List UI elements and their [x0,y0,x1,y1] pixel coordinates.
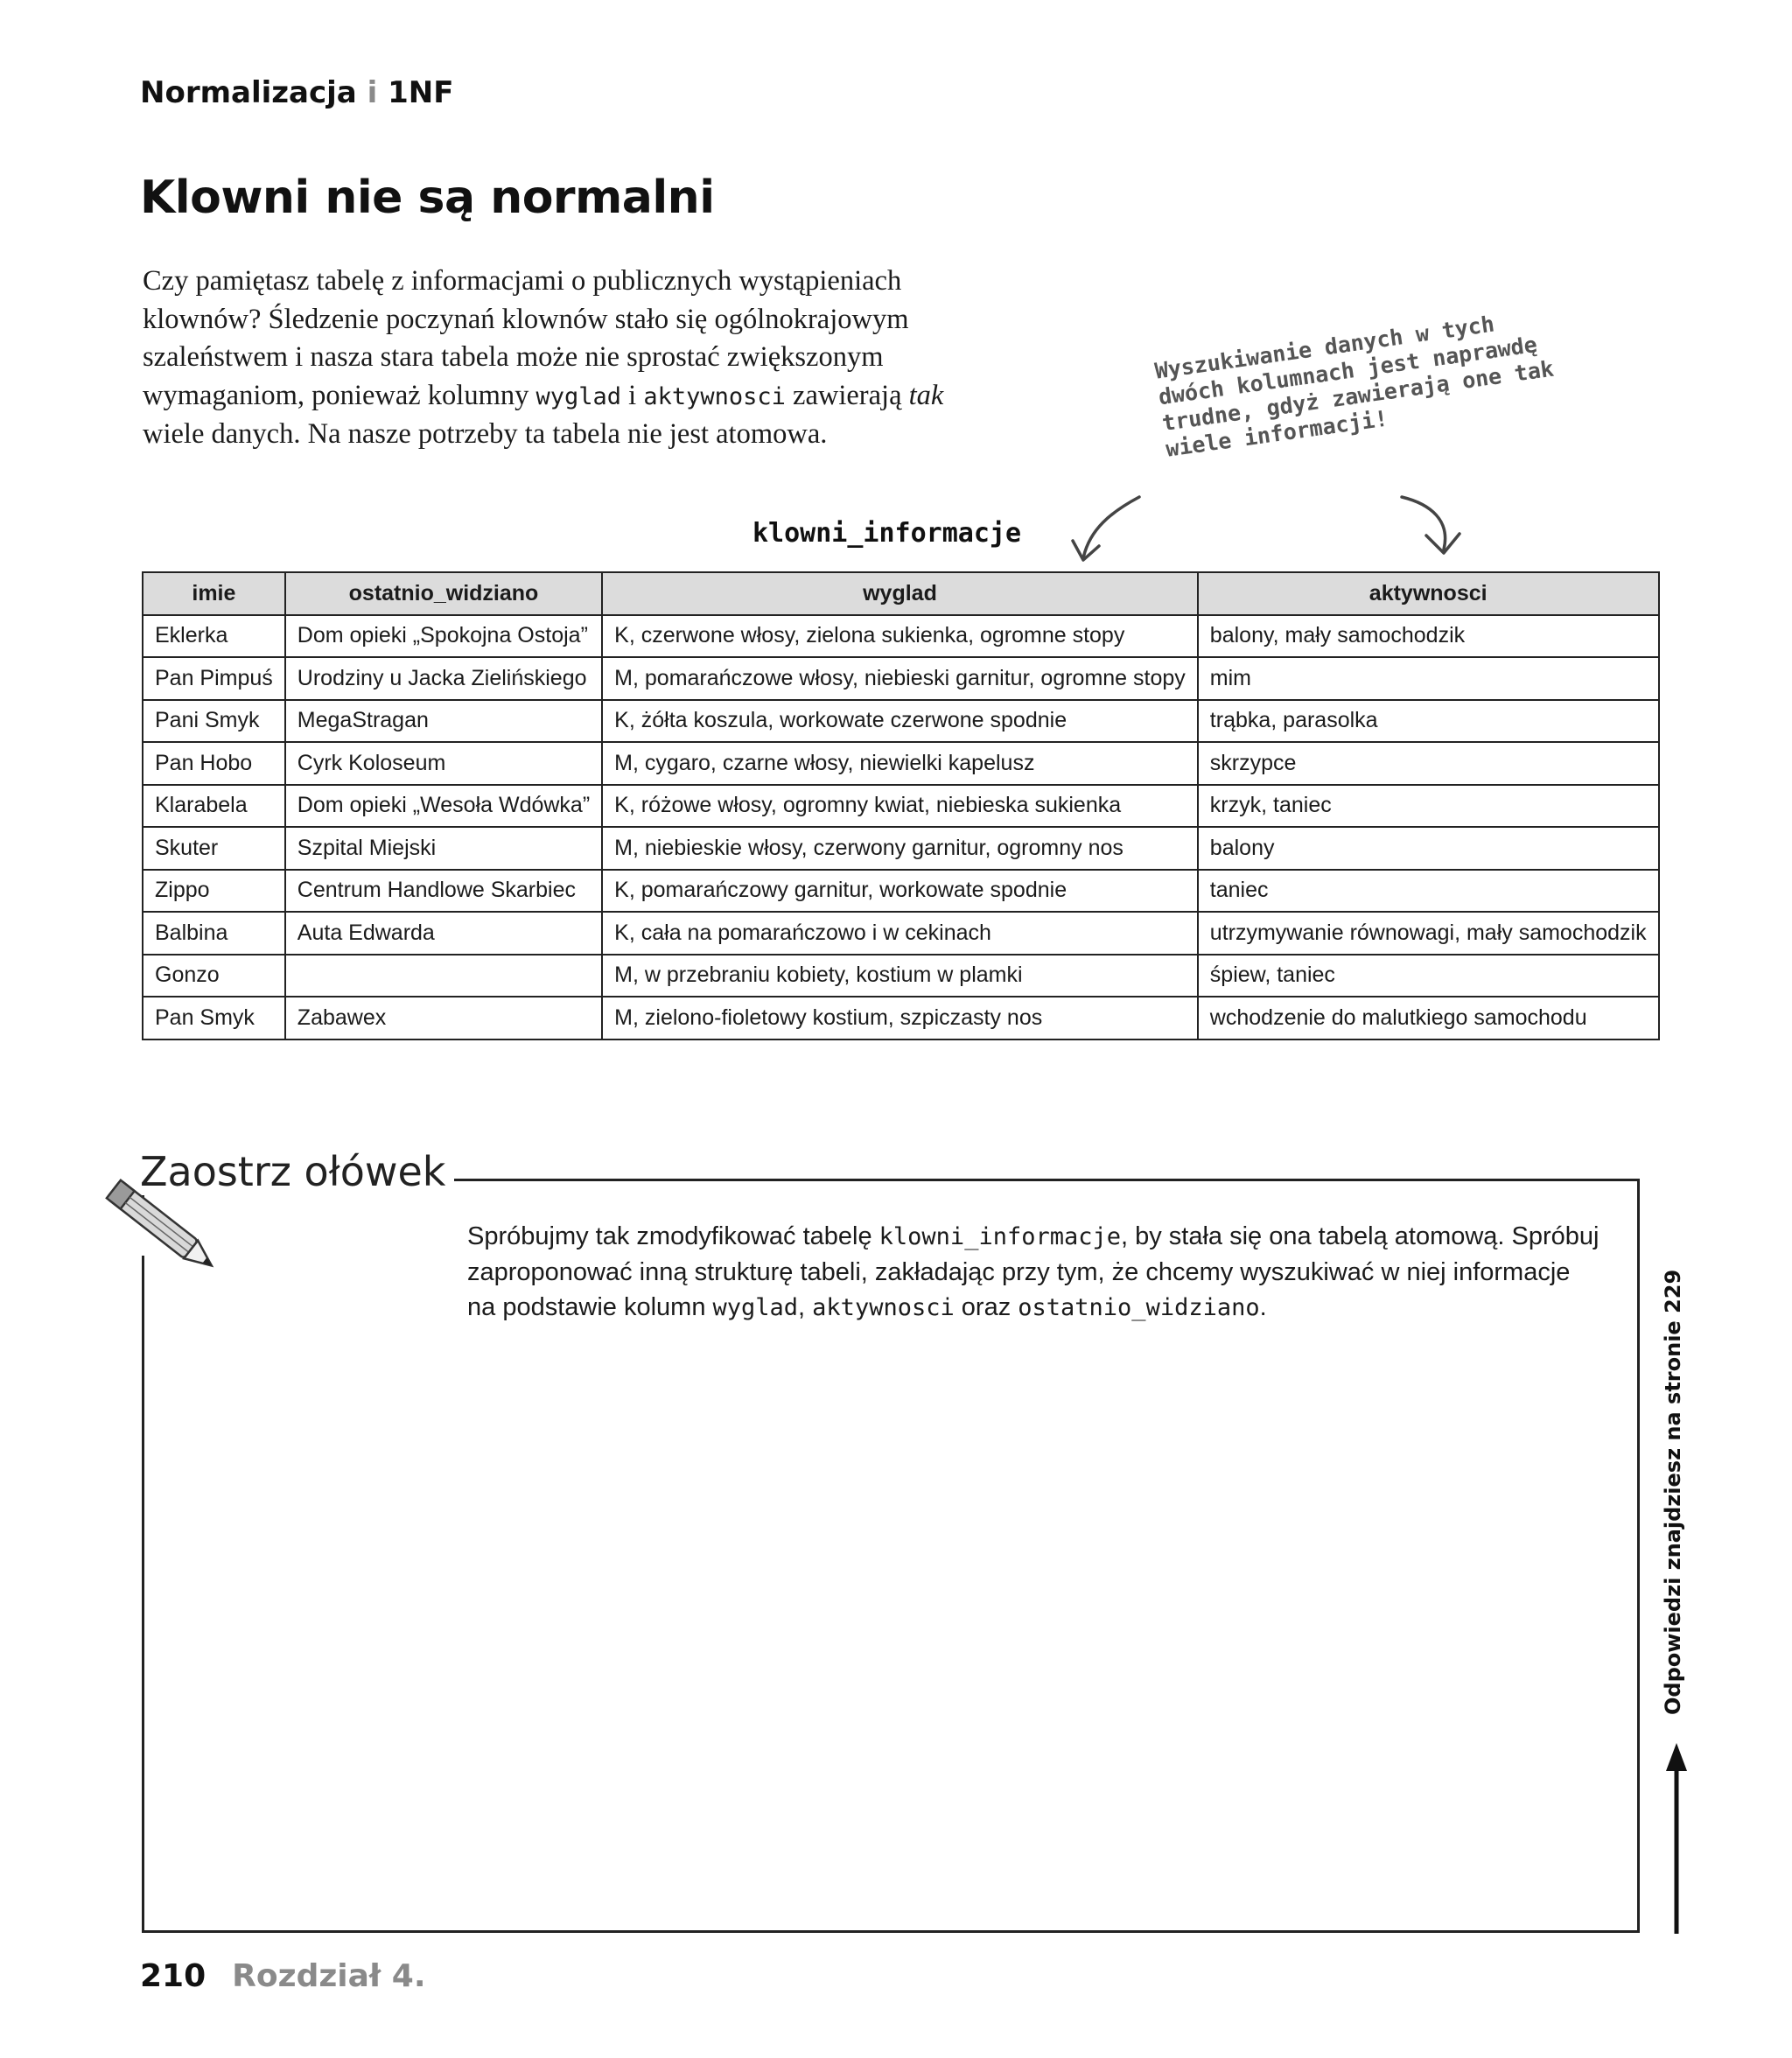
cell-wyglad: K, cała na pomarańczowo i w cekinach [602,912,1198,955]
cell-aktywnosci: skrzypce [1198,742,1659,785]
cell-imie: Klarabela [143,785,285,828]
curved-arrow-icon [1041,472,1488,569]
table-row [143,700,1659,743]
cell-ostatnio-widziano: Urodziny u Jacka Zielińskiego [285,657,602,700]
exercise-heading: Zaostrz ołówek [140,1148,454,1195]
cell-wyglad: M, zielono-fioletowy kostium, szpiczasty nos [602,997,1198,1040]
table-row [143,912,1659,955]
table-row [143,870,1659,913]
cell-wyglad: M, w przebraniu kobiety, kostium w plamki [602,955,1198,998]
exercise-text-4: oraz [954,1293,1018,1321]
cell-imie: Pani Smyk [143,700,285,743]
cell-wyglad: K, różowe włosy, ogromny kwiat, niebieska sukienka [602,785,1198,828]
intro-code-wyglad: wyglad [536,382,622,410]
intro-emphasis: tak [908,379,944,411]
handwritten-annotation: Wyszukiwanie danych w tych dwóch kolumnach jest naprawdę trudne, gdyż zawierają one tak wiele informacji! [1153,311,1556,462]
table-row [143,997,1659,1040]
page-title: Klowni nie są normalni [140,172,715,224]
exercise-text-1: Spróbujmy tak zmodyfikować tabelę [467,1222,879,1250]
column-header: ostatnio_widziano [285,572,602,615]
cell-wyglad: M, cygaro, czarne włosy, niewielki kapelusz [602,742,1198,785]
page-number: 210 [140,1958,206,1994]
cell-ostatnio-widziano: Zabawex [285,997,602,1040]
intro-code-aktywnosci: aktywnosci [643,382,786,410]
cell-imie: Balbina [143,912,285,955]
header-separator: i [367,75,378,110]
exercise-instructions [467,1219,1605,1326]
intro-text-2: zawierają [785,379,909,411]
cell-aktywnosci: balony [1198,827,1659,870]
cell-aktywnosci: trąbka, parasolka [1198,700,1659,743]
exercise-text-5: . [1259,1293,1267,1321]
table-name: klowni_informacje [752,518,1022,549]
cell-wyglad: K, żółta koszula, workowate czerwone spodnie [602,700,1198,743]
exercise-code-table: klowni_informacje [878,1223,1121,1250]
cell-wyglad: M, niebieskie włosy, czerwony garnitur, ogromny nos [602,827,1198,870]
cell-aktywnosci: utrzymywanie równowagi, mały samochodzik [1198,912,1659,955]
header-topic: 1NF [388,75,454,110]
cell-wyglad: K, czerwone włosy, zielona sukienka, ogromne stopy [602,615,1198,658]
table-row [143,827,1659,870]
cell-wyglad: M, pomarańczowe włosy, niebieski garnitur, ogromne stopy [602,657,1198,700]
page-footer [140,1958,426,1994]
column-header: imie [143,572,285,615]
cell-imie: Skuter [143,827,285,870]
answer-page-reference: Odpowiedzi znajdziesz na stronie 229 [1661,1269,1685,1715]
exercise-code-aktywnosci: aktywnosci [812,1294,955,1321]
cell-imie: Zippo [143,870,285,913]
intro-text-3: wiele danych. Na nasze potrzeby ta tabela nie jest atomowa. [143,418,828,450]
exercise-code-ostatnio: ostatnio_widziano [1018,1294,1260,1321]
cell-aktywnosci: mim [1198,657,1659,700]
cell-ostatnio-widziano: Dom opieki „Wesoła Wdówka” [285,785,602,828]
exercise-box-top-rule [436,1179,1640,1181]
cell-ostatnio-widziano: Dom opieki „Spokojna Ostoja” [285,615,602,658]
cell-ostatnio-widziano: Szpital Miejski [285,827,602,870]
table-row [143,615,1659,658]
arrow-up-icon [1659,1741,1694,1936]
cell-aktywnosci: krzyk, taniec [1198,785,1659,828]
cell-ostatnio-widziano [285,955,602,998]
intro-text-1: Czy pamiętasz tabelę z informacjami o publicznych wystąpieniach klownów? Śledzenie poczynań klownów stało się ogólnokrajowym szaleństwem i nasza stara tabela może nie sprostać zwiększonym wymaganiom, ponieważ kolumny [143,265,909,411]
cell-wyglad: K, pomarańczowy garnitur, workowate spodnie [602,870,1198,913]
table-row [143,742,1659,785]
header-section: Normalizacja [140,75,357,110]
cell-aktywnosci: balony, mały samochodzik [1198,615,1659,658]
exercise-code-wyglad: wyglad [712,1294,799,1321]
exercise-text-3: , [798,1293,813,1321]
cell-ostatnio-widziano: Centrum Handlowe Skarbiec [285,870,602,913]
pencil-icon [94,1177,234,1291]
cell-ostatnio-widziano: Auta Edwarda [285,912,602,955]
cell-imie: Pan Hobo [143,742,285,785]
table-row [143,785,1659,828]
intro-paragraph [143,262,956,454]
cell-imie: Eklerka [143,615,285,658]
chapter-label: Rozdział 4. [232,1958,426,1994]
cell-aktywnosci: śpiew, taniec [1198,955,1659,998]
column-header: aktywnosci [1198,572,1659,615]
exercise-text-2: , by stała się ona tabelą atomową. Spróbuj zaproponować inną strukturę tabeli, zakładając przy tym, że chcemy wyszukiwać w niej informacje na podstawie kolumn [467,1222,1600,1321]
cell-aktywnosci: wchodzenie do malutkiego samochodu [1198,997,1659,1040]
clowns-table [142,571,1660,1040]
cell-aktywnosci: taniec [1198,870,1659,913]
intro-text-and: i [621,379,644,411]
cell-imie: Pan Pimpuś [143,657,285,700]
running-header [140,75,453,110]
cell-ostatnio-widziano: MegaStragan [285,700,602,743]
column-header: wyglad [602,572,1198,615]
cell-ostatnio-widziano: Cyrk Koloseum [285,742,602,785]
table-header-row [143,572,1659,615]
table-row [143,955,1659,998]
cell-imie: Pan Smyk [143,997,285,1040]
cell-imie: Gonzo [143,955,285,998]
table-row [143,657,1659,700]
